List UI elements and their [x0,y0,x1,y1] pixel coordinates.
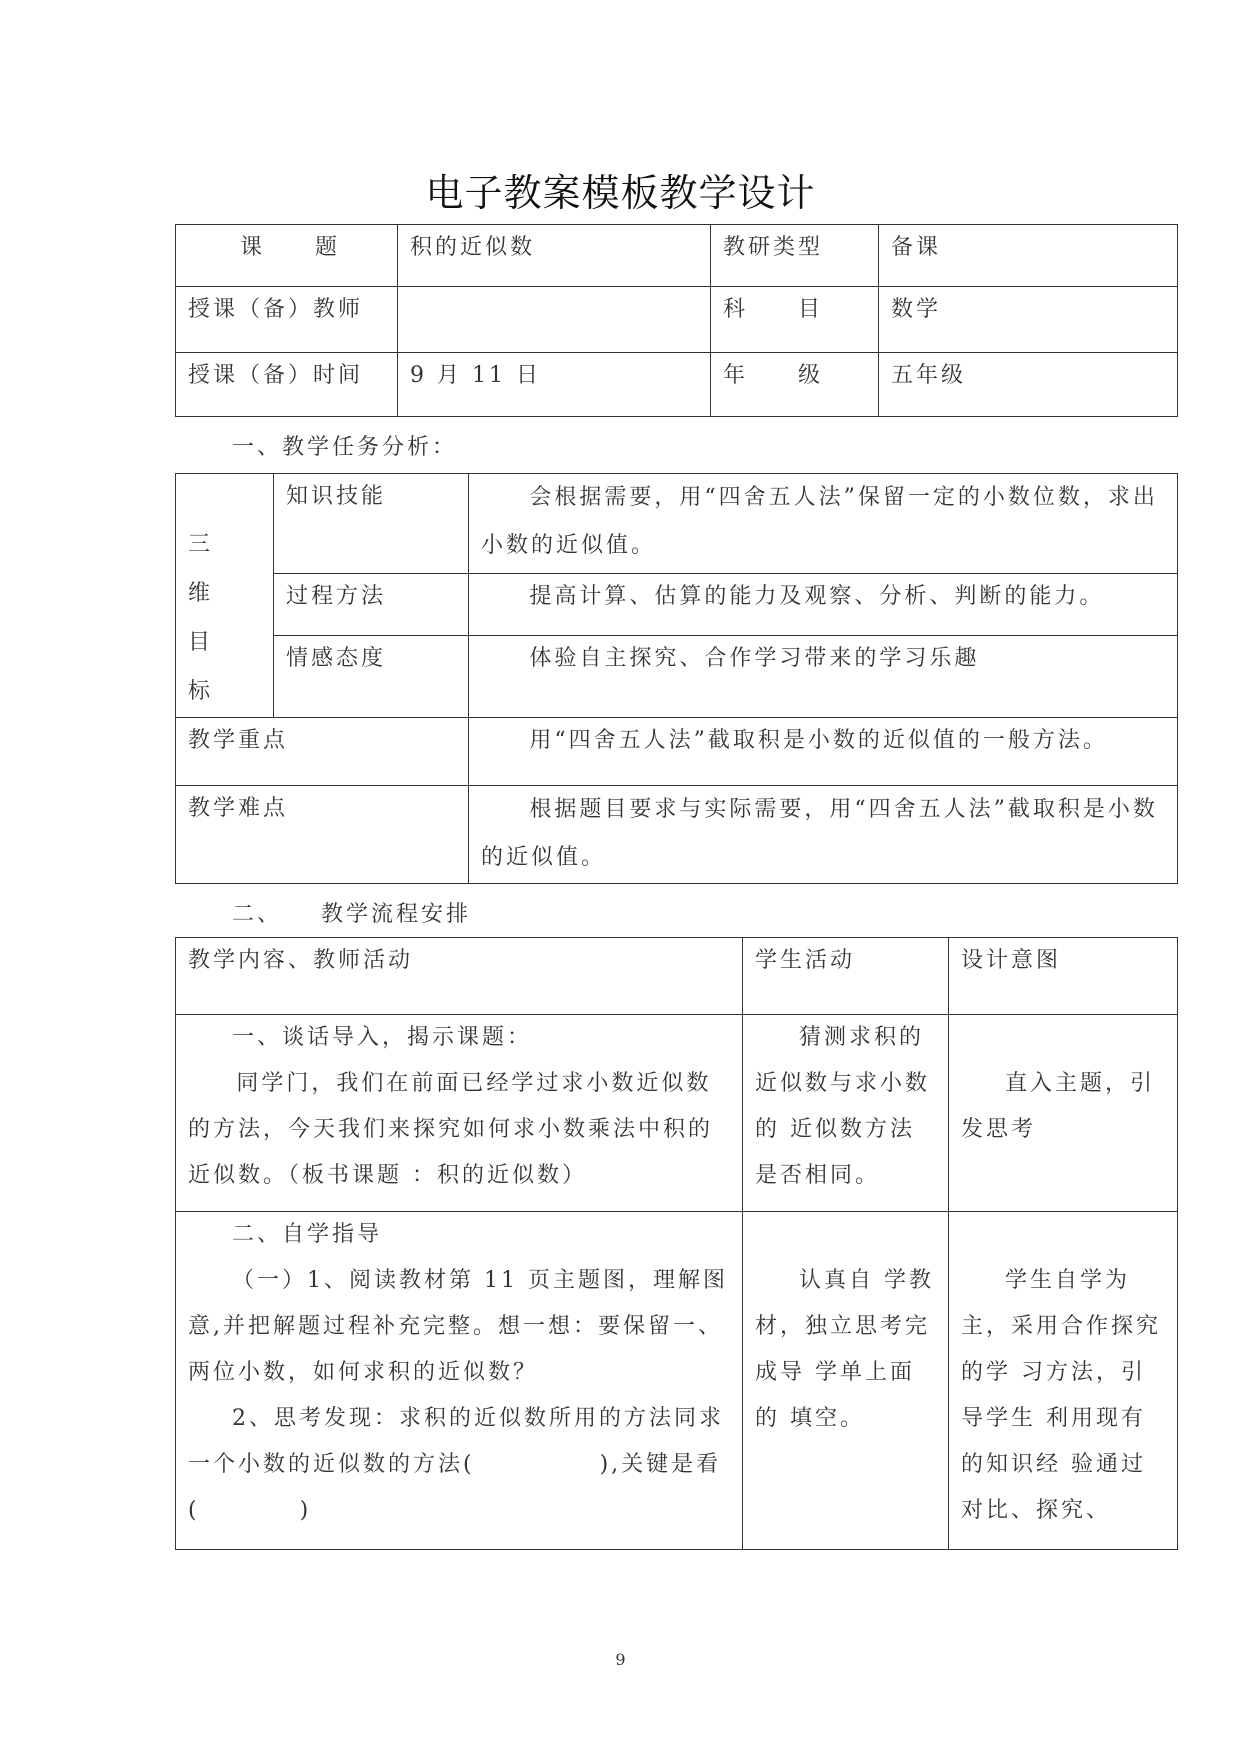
time-label: 授课（备）时间 [176,353,398,417]
row2-text-2: 2、思考发现：求积的近似数所用的方法同求一个小数的近似数的方法( ),关键是看( ) [188,1406,724,1523]
type-value: 备课 [879,225,1178,287]
section-task-analysis: 一、教学任务分析： [232,435,458,460]
row2-intent-text: 学生自学为主，采用合作探究的学 习方法，引导学生 利用现有的知识经 验通过对比、探究、 [961,1268,1162,1523]
knowledge-text: 会根据需要，用“四舍五人法”保留一定的小数位数，求出小数的近似值。 [469,474,1178,574]
row2-text-1: （一）1、阅读教材第 11 页主题图，理解图意,并把解题过程补充完整。想一想：要保留一、两位小数，如何求积的近似数？ [188,1268,728,1385]
row2-student-text: 认真自 学教材，独立思考完成导 学单上面的 填空。 [755,1268,934,1431]
time-value: 9 月 11 日 [398,353,711,417]
flow-header-intent: 设计意图 [949,938,1178,1015]
goals-table [175,473,1178,884]
row1-intent-text: 直入主题，引 发思考 [961,1071,1156,1142]
type-label: 教研类型 [711,225,879,287]
goal-char-1: 三 [188,532,214,557]
teacher-value [398,287,711,353]
row1-text: 同学门，我们在前面已经学过求小数近似数的方法，今天我们来探究如何求小数乘法中积的近似数。（板书课题 ：积的近似数） [188,1071,714,1188]
emotion-text: 体验自主探究、合作学习带来的学习乐趣 [469,636,1178,718]
flow-row1-content [176,1015,743,1212]
difficult-point-label: 教学难点 [176,786,469,884]
document-title: 电子教案模板教学设计 [425,171,816,215]
page-number: 9 [615,1650,626,1669]
flow-row1-student: 猜测求积的近似数与求小数的 近似数方法是否相同。 [743,1015,949,1212]
info-table [175,224,1178,417]
subject-label: 科 目 [711,287,879,353]
flow-header-student: 学生活动 [743,938,949,1015]
topic-value: 积的近似数 [398,225,711,287]
emotion-label: 情感态度 [274,636,469,718]
grade-label: 年 级 [711,353,879,417]
teacher-label: 授课（备）教师 [176,287,398,353]
row1-heading: 一、谈话导入，揭示课题： [232,1025,533,1050]
flow-table [175,937,1178,1550]
row2-heading: 二、自学指导 [232,1222,383,1247]
flow-row2-intent [949,1212,1178,1550]
process-text: 提高计算、估算的能力及观察、分析、判断的能力。 [469,574,1178,636]
flow-row2-content [176,1212,743,1550]
knowledge-label: 知识技能 [274,474,469,574]
key-point-text: 用“四舍五人法”截取积是小数的近似值的一般方法。 [469,718,1178,786]
section-flow-arrangement: 二、 教学流程安排 [232,902,472,927]
goal-char-3: 目 [188,630,214,655]
flow-header-content: 教学内容、教师活动 [176,938,743,1015]
grade-value: 五年级 [879,353,1178,417]
key-point-label: 教学重点 [176,718,469,786]
subject-value: 数学 [879,287,1178,353]
goal-char-4: 标 [188,679,214,704]
flow-row2-student [743,1212,949,1550]
difficult-point-text: 根据题目要求与实际需要，用“四舍五人法”截取积是小数的近似值。 [469,786,1178,884]
flow-row1-intent [949,1015,1178,1212]
process-label: 过程方法 [274,574,469,636]
three-dimension-goal-label [176,474,274,718]
goal-char-2: 维 [188,581,214,606]
topic-label: 课 题 [176,225,398,287]
